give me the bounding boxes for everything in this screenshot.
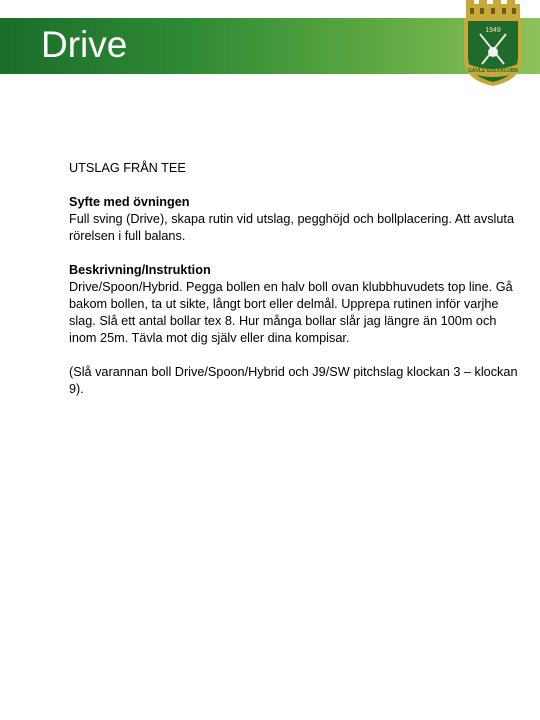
section-body: Full sving (Drive), skapa rutin vid utslag, pegghöjd och bollplacering. Att avsluta rörelsen i full balans. [69, 212, 514, 243]
document-body [69, 160, 519, 398]
section-title: Beskrivning/Instruktion [69, 263, 211, 277]
note-text: (Slå varannan boll Drive/Spoon/Hybrid och J9/SW pitchslag klockan 3 – klockan 9). [69, 365, 518, 396]
document-heading: UTSLAG FRÅN TEE [69, 161, 186, 175]
club-crest-logo [460, 0, 526, 86]
section-body: Drive/Spoon/Hybrid. Pegga bollen en halv boll ovan klubbhuvudets top line. Gå bakom bollen, ta ut sikte, långt bort eller delmål. Upprepa rutinen inför varjhe slag. Slå ett antal bollar tex 8. Hur många bollar slår jag längre än 100m och inom 25m. Tävla mot dig själv eller dina kompisar. [69, 280, 513, 345]
logo-club-name: GÄVLE GOLFKLUBB [468, 68, 518, 74]
section-instructions [69, 262, 519, 347]
section-purpose [69, 194, 519, 245]
logo-year: 1949 [485, 27, 501, 34]
page-title: Drive [41, 24, 128, 65]
section-title: Syfte med övningen [69, 195, 190, 209]
